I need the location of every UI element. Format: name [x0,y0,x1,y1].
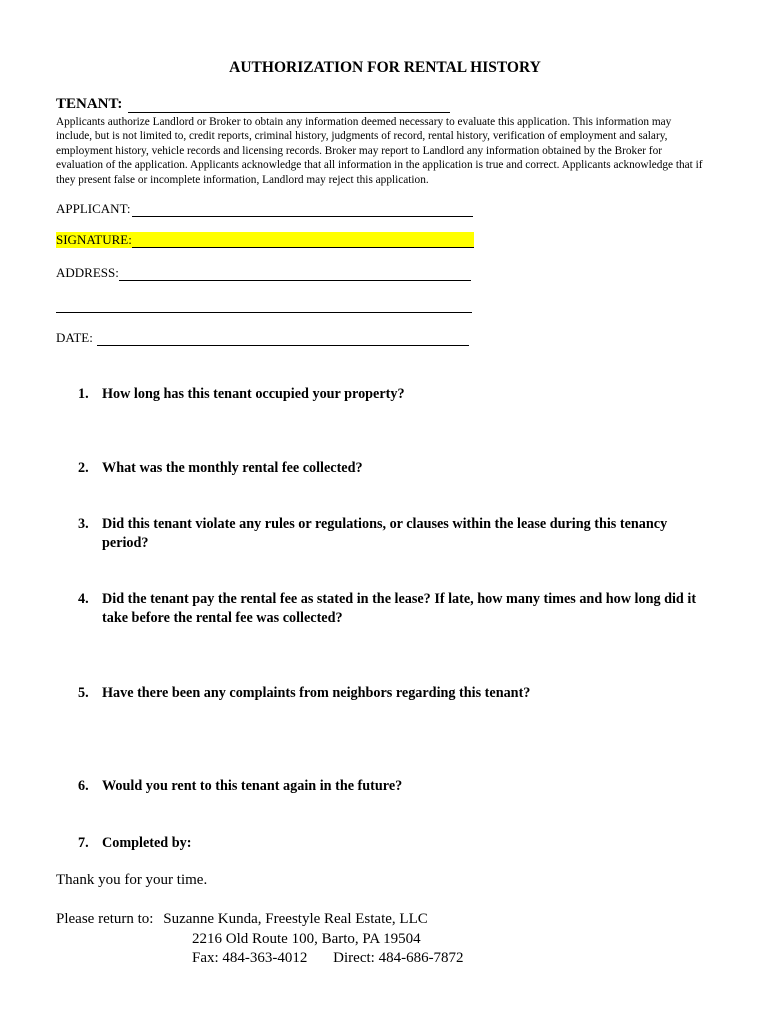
question-2: 2. What was the monthly rental fee collected? [78,460,363,476]
question-1: 1. How long has this tenant occupied your property? [78,386,405,402]
address-field [56,265,471,281]
return-direct: Direct: 484-686-7872 [333,950,464,966]
question-3: 3. Did this tenant violate any rules or regulations, or clauses within the lease during this tenancy period? [78,516,668,551]
thank-you-text: Thank you for your time. [56,872,208,888]
date-input-line[interactable] [97,331,469,346]
tenant-label: TENANT: [56,96,123,112]
return-label: Please return to: [56,911,154,927]
authorization-text: Applicants authorize Landlord or Broker to obtain any information deemed necessary to evaluate this application. This information may include, but is not limited to, credit reports, criminal history, judgments of record, rental history, verification of employment and salary, employment history, vehicle records and licensing records. Broker may report to Landlord any information obtained by the Broker for evaluation of the application. Applicants acknowledge that all information in the application is true and correct. Applicants acknowledge that if they present false or incomplete information, Landlord may reject this application. [56,116,703,186]
tenant-field [56,96,450,113]
return-contact [192,950,464,967]
date-field [56,330,469,346]
question-7: 7. Completed by: [78,835,192,851]
address-line-2 [56,298,472,313]
question-6: 6. Would you rent to this tenant again in the future? [78,778,403,794]
signature-field [56,232,474,248]
signature-input-line[interactable] [132,233,474,248]
question-5: 5. Have there been any complaints from neighbors regarding this tenant? [78,685,531,701]
signature-label: SIGNATURE: [56,232,132,247]
return-name: Suzanne Kunda, Freestyle Real Estate, LLC [163,911,428,927]
return-fax: Fax: 484-363-4012 [192,950,308,966]
return-address: 2216 Old Route 100, Barto, PA 19504 [192,931,421,947]
applicant-input-line[interactable] [132,202,473,217]
address-input-line[interactable] [119,266,471,281]
question-4: 4. Did the tenant pay the rental fee as stated in the lease? If late, how many times and how long did it take before the rental fee was collected? [78,591,697,626]
applicant-field [56,201,473,217]
return-to-line [56,911,428,928]
page-title: AUTHORIZATION FOR RENTAL HISTORY [229,59,541,76]
date-label: DATE: [56,330,93,345]
address-label: ADDRESS: [56,265,119,280]
address-input-line-2[interactable] [56,298,472,313]
tenant-input-line[interactable] [128,98,450,113]
applicant-label: APPLICANT: [56,201,131,216]
